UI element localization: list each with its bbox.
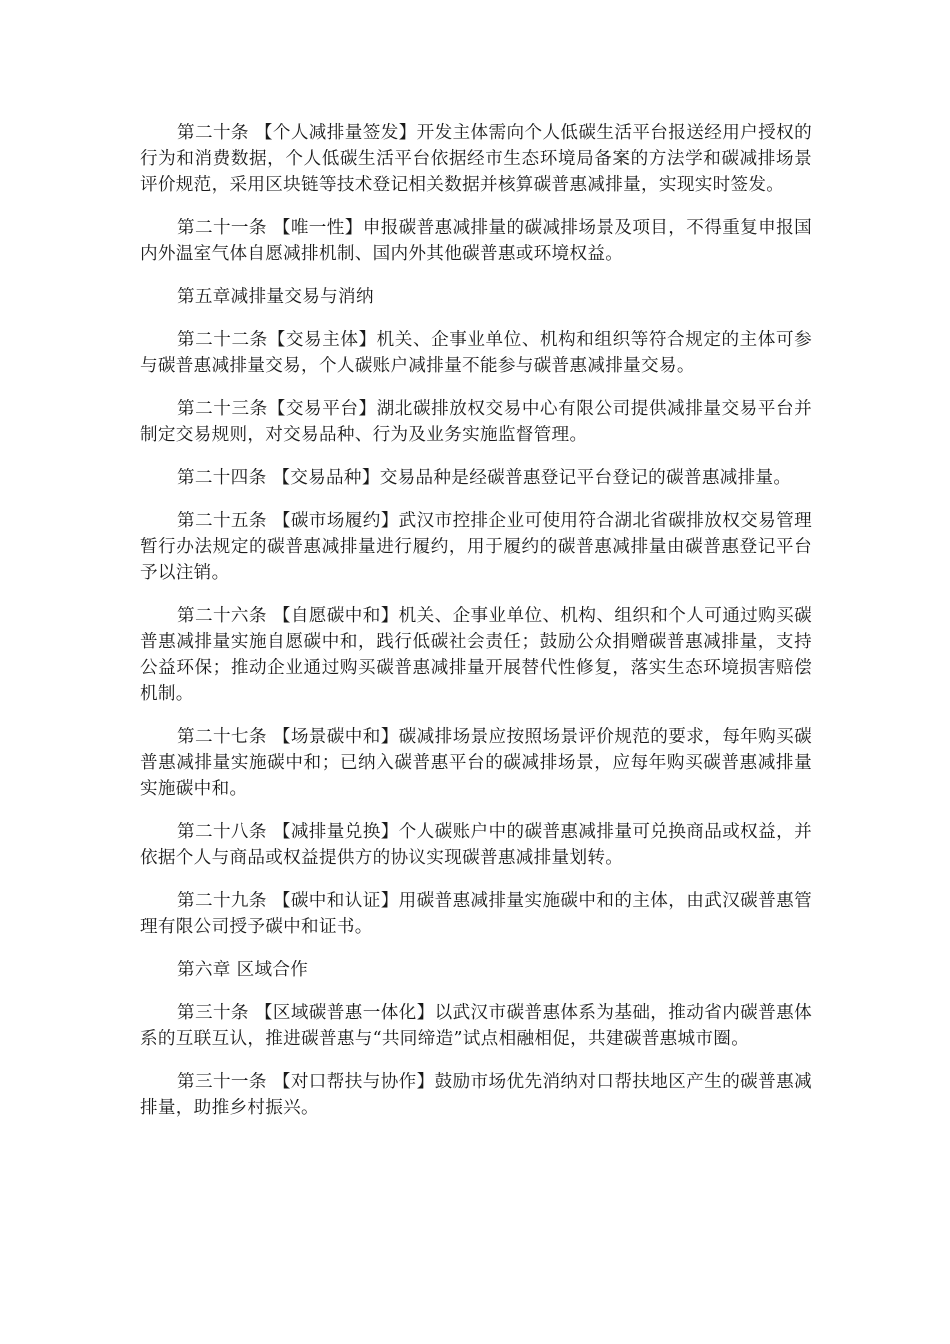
article-23: 第二十三条【交易平台】湖北碳排放权交易中心有限公司提供减排量交易平台并制定交易规则，对交易品种、行为及业务实施监督管理。 [140, 399, 812, 445]
article-26: 第二十六条 【自愿碳中和】机关、企事业单位、机构、组织和个人可通过购买碳普惠减排量实施自愿碳中和，践行低碳社会责任；鼓励公众捐赠碳普惠减排量，支持公益环保；推动企业通过购买碳普惠减排量开展替代性修复，落实生态环境损害赔偿机制。 [140, 606, 812, 704]
article-25: 第二十五条 【碳市场履约】武汉市控排企业可使用符合湖北省碳排放权交易管理暂行办法规定的碳普惠减排量进行履约，用于履约的碳普惠减排量由碳普惠登记平台予以注销。 [140, 511, 812, 583]
chapter-5-heading: 第五章减排量交易与消纳 [177, 287, 374, 307]
document-page [140, 120, 812, 1138]
chapter-6-heading: 第六章 区域合作 [177, 960, 309, 980]
article-28: 第二十八条 【减排量兑换】个人碳账户中的碳普惠减排量可兑换商品或权益，并依据个人与商品或权益提供方的协议实现碳普惠减排量划转。 [140, 822, 812, 868]
article-30: 第三十条 【区域碳普惠一体化】以武汉市碳普惠体系为基础，推动省内碳普惠体系的互联互认，推进碳普惠与“共同缔造”试点相融相促，共建碳普惠城市圈。 [140, 1003, 812, 1049]
article-20: 第二十条 【个人减排量签发】开发主体需向个人低碳生活平台报送经用户授权的行为和消费数据，个人低碳生活平台依据经市生态环境局备案的方法学和碳减排场景评价规范，采用区块链等技术登记相关数据并核算碳普惠减排量，实现实时签发。 [140, 123, 812, 195]
article-21: 第二十一条 【唯一性】申报碳普惠减排量的碳减排场景及项目，不得重复申报国内外温室气体自愿减排机制、国内外其他碳普惠或环境权益。 [140, 218, 812, 264]
article-24: 第二十四条 【交易品种】交易品种是经碳普惠登记平台登记的碳普惠减排量。 [177, 468, 792, 488]
article-27: 第二十七条 【场景碳中和】碳减排场景应按照场景评价规范的要求，每年购买碳普惠减排量实施碳中和；已纳入碳普惠平台的碳减排场景，应每年购买碳普惠减排量实施碳中和。 [140, 727, 812, 799]
article-29: 第二十九条 【碳中和认证】用碳普惠减排量实施碳中和的主体，由武汉碳普惠管理有限公司授予碳中和证书。 [140, 891, 812, 937]
article-31: 第三十一条 【对口帮扶与协作】鼓励市场优先消纳对口帮扶地区产生的碳普惠减排量，助推乡村振兴。 [140, 1072, 812, 1118]
article-22: 第二十二条【交易主体】机关、企事业单位、机构和组织等符合规定的主体可参与碳普惠减排量交易，个人碳账户减排量不能参与碳普惠减排量交易。 [140, 330, 812, 376]
